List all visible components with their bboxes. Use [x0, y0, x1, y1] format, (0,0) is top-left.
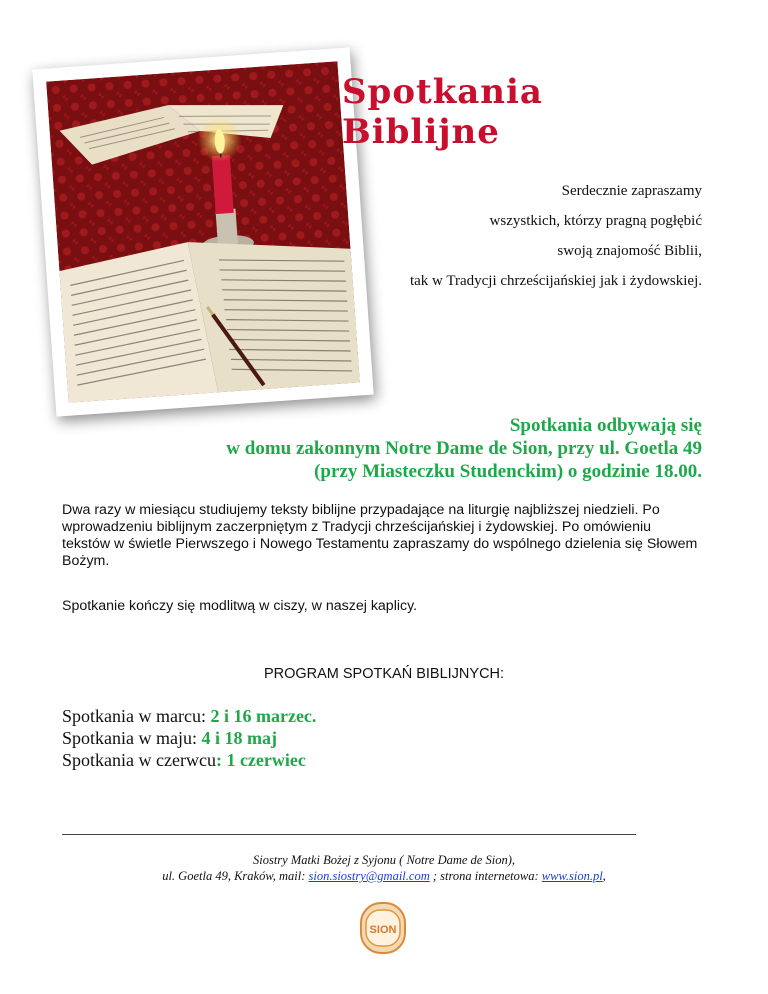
meeting-line: w domu zakonnym Notre Dame de Sion, przy ul. Goetla 49: [226, 438, 702, 459]
schedule-dates: 2 i 16 marzec.: [210, 706, 317, 726]
meeting-info: [60, 414, 702, 483]
closing-paragraph: Spotkanie kończy się modlitwą w ciszy, w naszej kaplicy.: [62, 598, 418, 614]
sion-logo: [360, 902, 406, 954]
bible-candle-photo: [46, 61, 360, 403]
schedule-label: Spotkania w czerwcu: [62, 750, 216, 770]
bible-photo-frame: [32, 47, 374, 416]
footer: [0, 852, 768, 884]
schedule-dates: 4 i 18 maj: [201, 728, 277, 748]
schedule-item: [62, 749, 316, 771]
email-link[interactable]: sion.siostry@gmail.com: [308, 869, 430, 883]
schedule-label: Spotkania w marcu:: [62, 706, 211, 726]
invitation-line: Serdecznie zapraszamy: [561, 183, 702, 199]
invitation-line: tak w Tradycji chrześcijańskiej jak i żydowskiej.: [409, 273, 702, 289]
invitation-line: swoją znajomość Biblii,: [557, 243, 702, 259]
program-heading: PROGRAM SPOTKAŃ BIBLIJNYCH:: [263, 666, 505, 682]
invitation-text: [410, 176, 702, 296]
footer-punctuation: ,: [602, 869, 606, 883]
description-paragraph: Dwa razy w miesiącu studiujemy teksty biblijne przypadające na liturgię najbliższej niedzieli. Po wprowadzeniu biblijnym zaczerpniętym z Tradycji chrześcijańskiej i żydowskiej. Po omówieniu tekstów w świetle Pierwszego i Nowego Testamentu zapraszamy do wspólnego dzielenia się Słowem Bożym.: [62, 502, 698, 569]
footer-line-1: Siostry Matki Bożej z Syjonu ( Notre Dame de Sion),: [253, 853, 515, 867]
meeting-line: Spotkania odbywają się: [509, 415, 702, 436]
website-link[interactable]: www.sion.pl: [541, 869, 603, 883]
page-title: Spotkania Biblijne: [342, 72, 543, 152]
meeting-line: (przy Miasteczku Studenckim) o godzinie 18.00.: [314, 461, 702, 482]
logo-text: SION: [369, 924, 397, 936]
footer-line-2: [0, 868, 768, 884]
schedule-item: [62, 705, 316, 727]
invitation-line: wszystkich, którzy pragną pogłębić: [489, 213, 702, 229]
schedule-item: [62, 727, 316, 749]
address-text: ul. Goetla 49, Kraków, mail:: [162, 869, 309, 883]
schedule-label: Spotkania w maju:: [62, 728, 202, 748]
website-label: ; strona internetowa:: [429, 869, 542, 883]
schedule-list: [62, 705, 316, 771]
footer-divider: [62, 834, 636, 835]
schedule-dates: : 1 czerwiec: [215, 750, 306, 770]
